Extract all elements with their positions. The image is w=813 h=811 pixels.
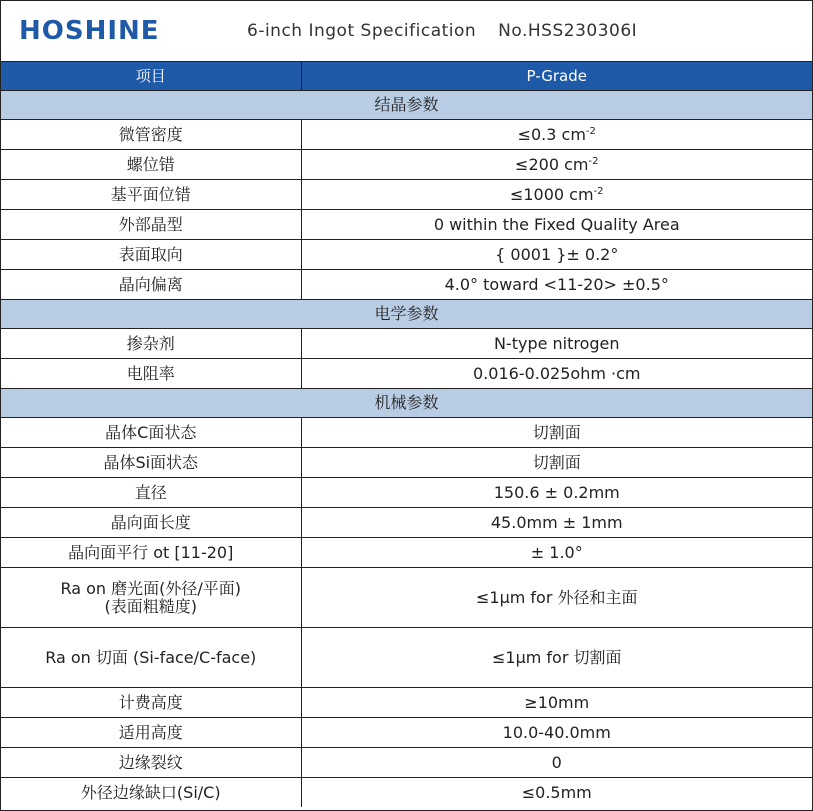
row-value: 切割面 — [301, 448, 812, 478]
row-item: 晶向偏离 — [1, 270, 301, 300]
table-row — [1, 210, 812, 240]
table-row — [1, 359, 812, 389]
value-text: ≤200 cm — [515, 154, 589, 174]
row-value — [301, 180, 812, 210]
value-superscript: -2 — [588, 155, 599, 167]
table-row — [1, 240, 812, 270]
row-value: 切割面 — [301, 418, 812, 448]
row-value: ≥10mm — [301, 688, 812, 718]
row-value: 45.0mm ± 1mm — [301, 508, 812, 538]
row-value: 0 — [301, 748, 812, 778]
row-value: ≤0.5mm — [301, 778, 812, 808]
row-value: ≤1μm for 切割面 — [301, 628, 812, 688]
table-row — [1, 329, 812, 359]
row-item: 适用高度 — [1, 718, 301, 748]
row-item: 晶向面长度 — [1, 508, 301, 538]
row-item-line-2: (表面粗糙度) — [104, 596, 197, 616]
spec-table — [1, 62, 812, 807]
row-value: { 0001 }± 0.2° — [301, 240, 812, 270]
table-row — [1, 448, 812, 478]
company-logo: HOSHINE — [19, 16, 160, 46]
section-title: 结晶参数 — [1, 91, 812, 120]
row-item: 微管密度 — [1, 120, 301, 150]
table-row — [1, 568, 812, 628]
row-value: 10.0-40.0mm — [301, 718, 812, 748]
row-item — [1, 568, 301, 628]
row-value — [301, 120, 812, 150]
row-item: 晶体Si面状态 — [1, 448, 301, 478]
row-item: 表面取向 — [1, 240, 301, 270]
row-item: 螺位错 — [1, 150, 301, 180]
row-item: 外部晶型 — [1, 210, 301, 240]
table-row — [1, 418, 812, 448]
table-row — [1, 508, 812, 538]
row-value — [301, 150, 812, 180]
table-row — [1, 628, 812, 688]
row-value: 0.016-0.025ohm ·cm — [301, 359, 812, 389]
table-row — [1, 180, 812, 210]
column-header-grade: P-Grade — [301, 62, 812, 91]
value-text: ≤1000 cm — [509, 184, 594, 204]
table-row — [1, 778, 812, 808]
table-row — [1, 718, 812, 748]
row-item: 电阻率 — [1, 359, 301, 389]
document-header — [1, 1, 812, 62]
document-title: 6-inch Ingot Specification — [247, 21, 477, 41]
row-item: 计费高度 — [1, 688, 301, 718]
row-value: 0 within the Fixed Quality Area — [301, 210, 812, 240]
row-item-line-1: Ra on 磨光面(外径/平面) — [60, 578, 242, 598]
table-row — [1, 478, 812, 508]
value-superscript: -2 — [593, 185, 604, 197]
row-item: 基平面位错 — [1, 180, 301, 210]
section-title: 机械参数 — [1, 389, 812, 418]
value-superscript: -2 — [585, 125, 596, 137]
section-row-mechanical — [1, 389, 812, 418]
row-item: Ra on 切面 (Si-face/C-face) — [1, 628, 301, 688]
row-value: 4.0° toward <11-20> ±0.5° — [301, 270, 812, 300]
row-value: ± 1.0° — [301, 538, 812, 568]
section-row-electrical — [1, 300, 812, 329]
section-title: 电学参数 — [1, 300, 812, 329]
table-row — [1, 120, 812, 150]
row-value: ≤1μm for 外径和主面 — [301, 568, 812, 628]
row-value: 150.6 ± 0.2mm — [301, 478, 812, 508]
table-row — [1, 538, 812, 568]
row-item: 边缘裂纹 — [1, 748, 301, 778]
table-row — [1, 270, 812, 300]
row-item: 晶体C面状态 — [1, 418, 301, 448]
column-header-item: 项目 — [1, 62, 301, 91]
document-number: No.HSS230306I — [498, 21, 638, 41]
value-text: ≤0.3 cm — [517, 124, 586, 144]
table-row — [1, 688, 812, 718]
row-value: N-type nitrogen — [301, 329, 812, 359]
table-row — [1, 150, 812, 180]
table-header-row — [1, 62, 812, 91]
row-item: 晶向面平行 ot [11-20] — [1, 538, 301, 568]
row-item: 掺杂剂 — [1, 329, 301, 359]
table-row — [1, 748, 812, 778]
section-row-crystal — [1, 91, 812, 120]
row-item: 外径边缘缺口(Si/C) — [1, 778, 301, 808]
row-item: 直径 — [1, 478, 301, 508]
